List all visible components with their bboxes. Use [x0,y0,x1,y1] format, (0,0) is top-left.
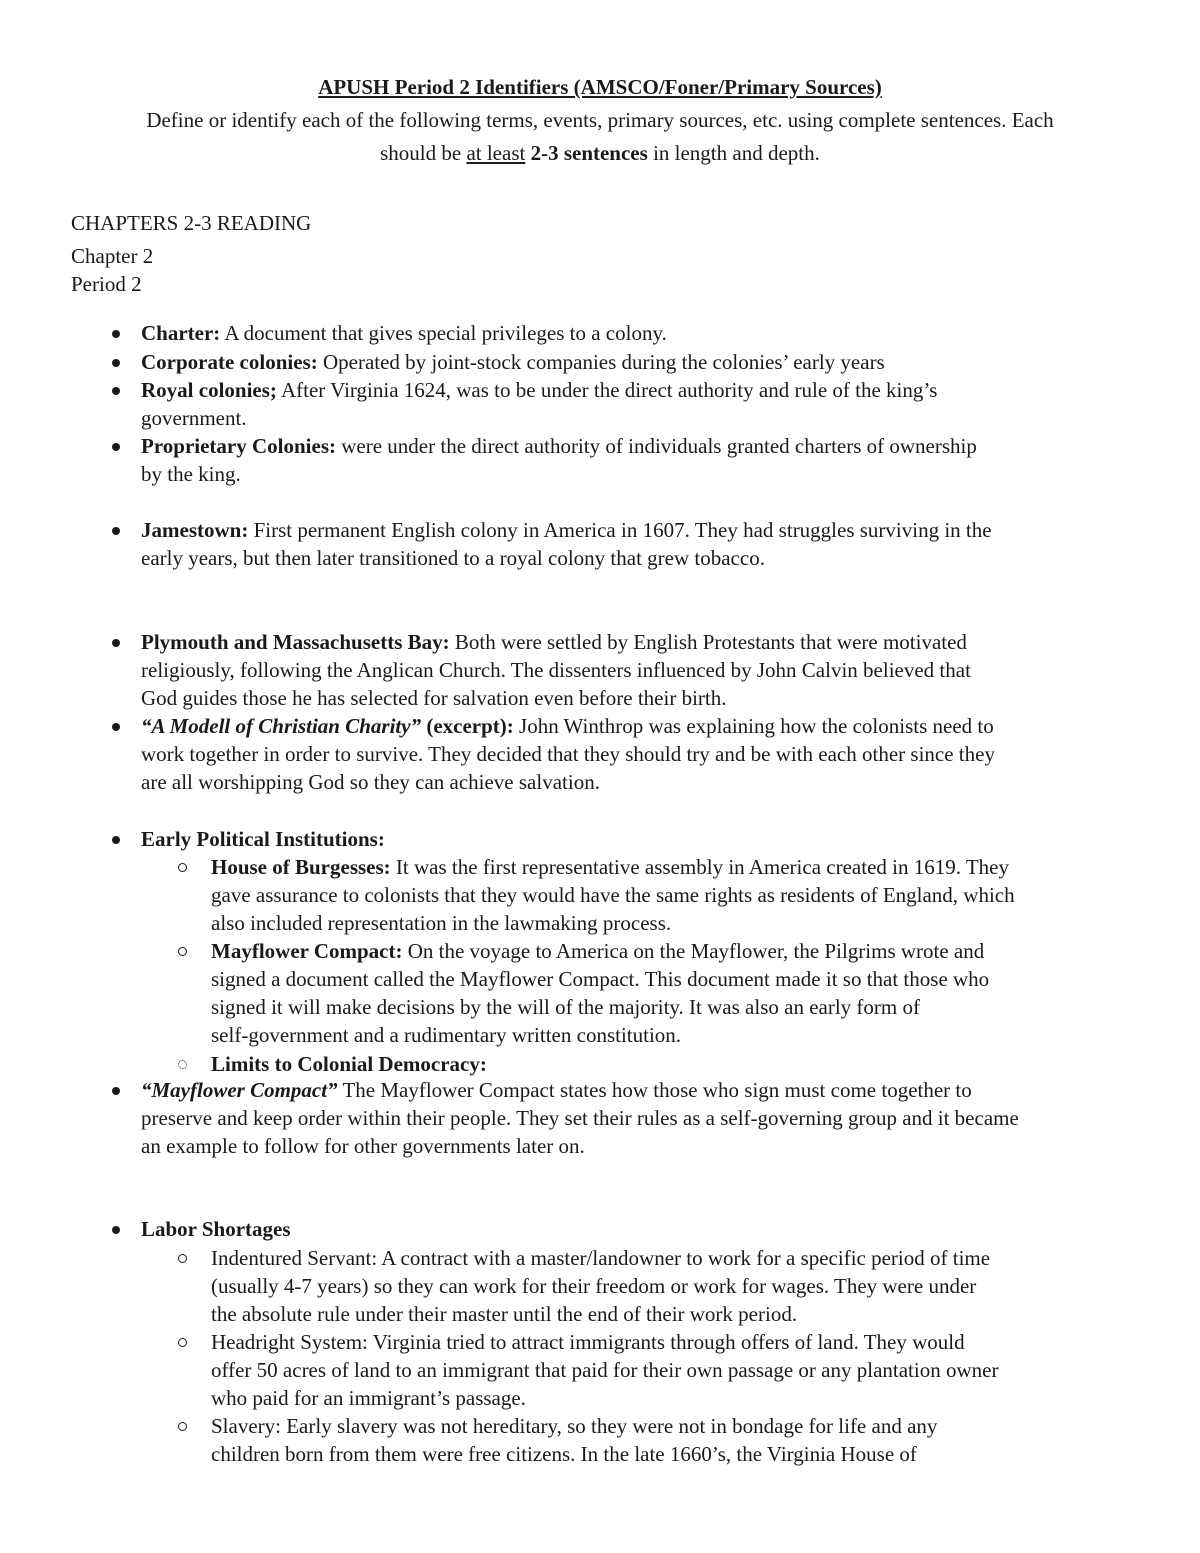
term-label: Corporate colonies: [141,350,318,374]
term-label: Charter: [141,321,221,345]
term-label: Labor Shortages [141,1217,291,1241]
instructions-underline: at least [466,141,526,165]
term-definition: A document that gives special privileges to a colony. [220,321,667,345]
term-definition-cont: who paid for an immigrant’s passage. [211,1386,526,1410]
term-definition: After Virginia 1624, was to be under the direct authority and rule of the king’s [276,378,938,402]
term-definition-cont: government. [141,406,247,430]
list-item-early-political-institutions [141,825,1141,853]
term-label: Royal colonies; [141,378,277,402]
section-heading: CHAPTERS 2-3 READING [71,211,312,235]
term-definition-cont: (usually 4-7 years) so they can work for their freedom or work for wages. They were under [211,1274,977,1298]
term-definition: The Mayflower Compact states how those who sign must come together to [337,1078,972,1102]
term-definition-cont: signed a document called the Mayflower Compact. This document made it so that those who [211,967,990,991]
term-definition-cont: preserve and keep order within their people. They set their rules as a self-governing group and it became [141,1106,1019,1130]
chapter-label: Chapter 2 [71,244,154,268]
instructions-line-1: Define or identify each of the following terms, events, primary sources, etc. using complete sentences. Each [146,108,1054,132]
term-definition-cont: are all worshipping God so they can achieve salvation. [141,770,600,794]
term-definition-cont: an example to follow for other governments later on. [141,1134,585,1158]
instructions [80,104,1120,170]
sublist-item-house-of-burgesses [211,853,1131,937]
sublist-item-indentured-servant [211,1244,1131,1328]
page-title: APUSH Period 2 Identifiers (AMSCO/Foner/Primary Sources) [318,75,882,99]
sublist-item-headright-system [211,1328,1131,1412]
term-definition-cont: the absolute rule under their master until the end of their work period. [211,1302,798,1326]
list-item-charter [141,319,1141,347]
period-label: Period 2 [71,272,142,296]
list-item-mayflower-compact-source [141,1076,1151,1160]
term-definition: Indentured Servant: A contract with a master/landowner to work for a specific period of time [211,1246,991,1270]
term-definition: Headright System: Virginia tried to attract immigrants through offers of land. They would [211,1330,965,1354]
list-item-plymouth-massachusetts-bay [141,628,1141,712]
sublist-item-slavery [211,1412,1131,1468]
source-note: (excerpt): [421,714,514,738]
term-definition-cont: religiously, following the Anglican Church. The dissenters influenced by John Calvin believed that [141,658,971,682]
term-definition-cont: early years, but then later transitioned to a royal colony that grew tobacco. [141,546,765,570]
term-definition-cont: also included representation in the lawmaking process. [211,911,672,935]
instructions-line-2 [80,137,1120,170]
list-item-labor-shortages [141,1215,1141,1243]
instructions-text: should be [380,141,467,165]
term-definition-cont: signed it will make decisions by the will of the majority. It was also an early form of [211,995,920,1019]
term-definition-cont: by the king. [141,462,241,486]
term-definition-cont: gave assurance to colonists that they would have the same rights as residents of England, which [211,883,1015,907]
term-definition-cont: offer 50 acres of land to an immigrant that paid for their own passage or any plantation owner [211,1358,999,1382]
list-item-royal-colonies [141,376,1141,432]
term-definition-cont: God guides those he has selected for salvation even before their birth. [141,686,727,710]
source-title: “A Modell of Christian Charity” [141,714,422,738]
term-definition-cont: children born from them were free citizens. In the late 1660’s, the Virginia House of [211,1442,917,1466]
term-definition: were under the direct authority of individuals granted charters of ownership [336,434,977,458]
source-title: “Mayflower Compact” [141,1078,338,1102]
term-label: Limits to Colonial Democracy: [211,1052,487,1076]
term-definition: Slavery: Early slavery was not hereditary, so they were not in bondage for life and any [211,1414,938,1438]
term-label: Jamestown: [141,518,249,542]
term-definition: Both were settled by English Protestants that were motivated [449,630,967,654]
term-label: Plymouth and Massachusetts Bay: [141,630,450,654]
list-item-proprietary-colonies [141,432,1141,488]
term-label: Proprietary Colonies: [141,434,336,458]
term-definition: Operated by joint-stock companies during the colonies’ early years [317,350,885,374]
term-definition: John Winthrop was explaining how the colonists need to [513,714,994,738]
term-label: Mayflower Compact: [211,939,403,963]
list-item-modell-christian-charity [141,712,1141,796]
term-definition-cont: self-government and a rudimentary written constitution. [211,1023,682,1047]
instructions-bold: 2-3 sentences [525,141,648,165]
term-definition: On the voyage to America on the Mayflower, the Pilgrims wrote and [402,939,985,963]
instructions-text-end: in length and depth. [647,141,820,165]
list-item-jamestown [141,516,1141,572]
sublist-item-limits-colonial-democracy [211,1050,1131,1078]
sublist-item-mayflower-compact [211,937,1131,1049]
term-definition: First permanent English colony in America in 1607. They had struggles surviving in the [248,518,992,542]
list-item-corporate-colonies [141,348,1141,376]
term-definition-cont: work together in order to survive. They decided that they should try and be with each other since they [141,742,995,766]
term-label: House of Burgesses: [211,855,391,879]
term-label: Early Political Institutions: [141,827,385,851]
term-definition: It was the first representative assembly in America created in 1619. They [390,855,1009,879]
